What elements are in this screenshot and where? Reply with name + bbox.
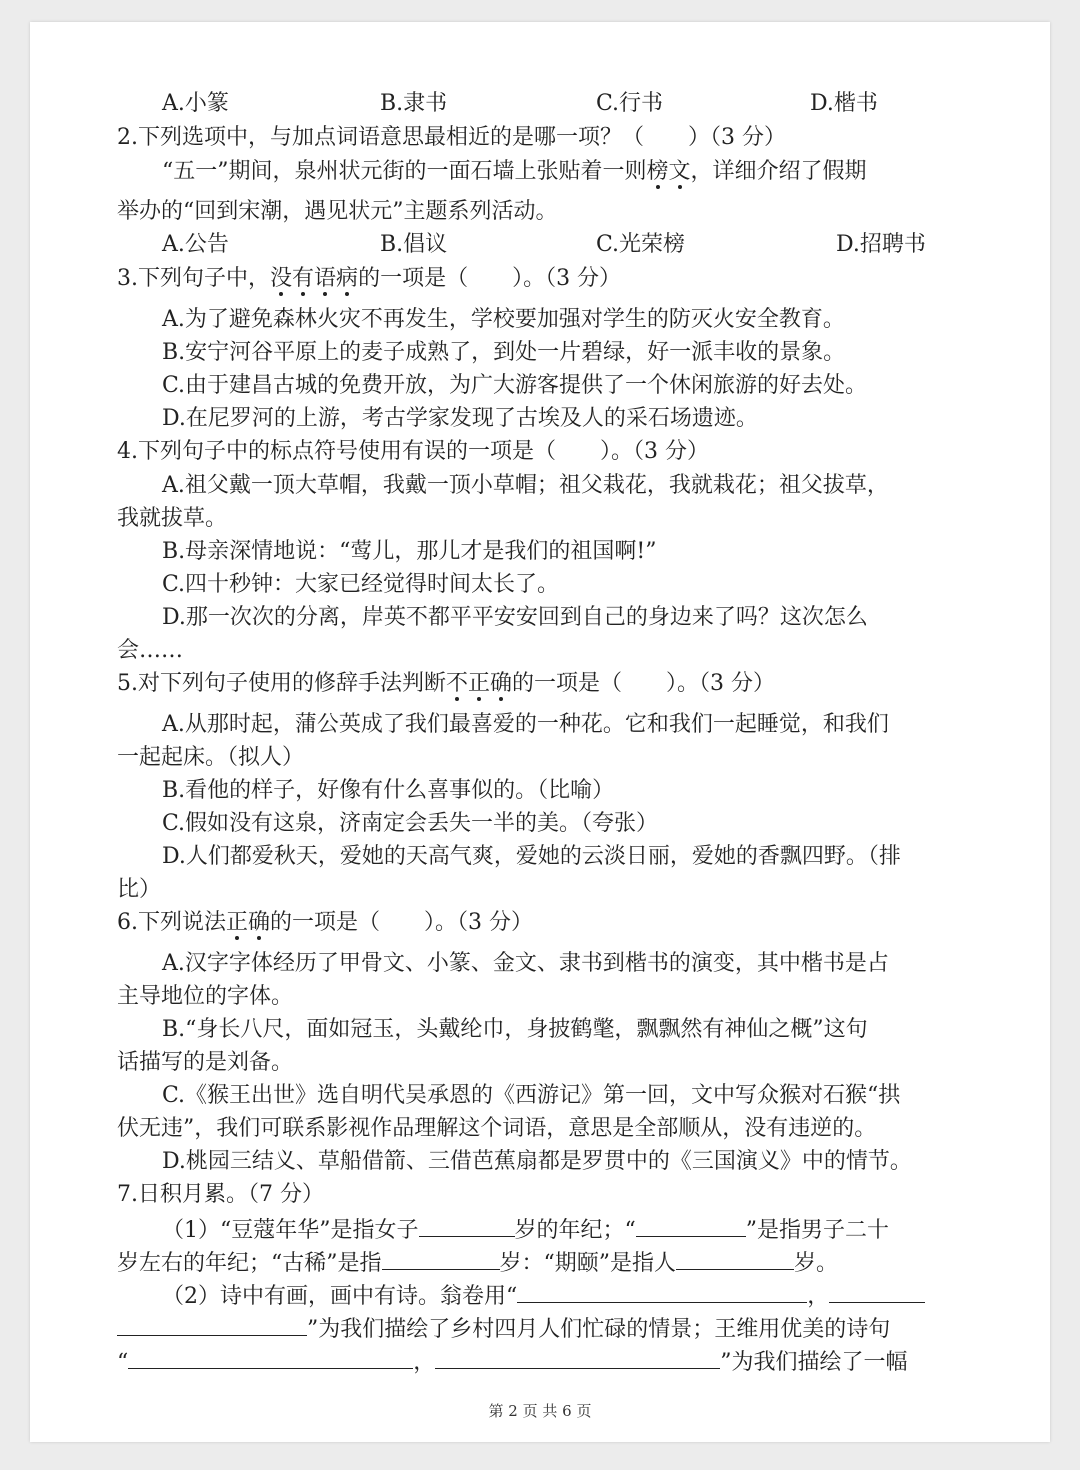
answer-blank[interactable] — [419, 1214, 515, 1237]
q1-option-a: A.小篆 — [162, 91, 229, 116]
q5-option-c: C.假如没有这泉，济南定会丢失一半的美。（夸张） — [162, 811, 659, 836]
q5-option-b: B.看他的样子，好像有什么喜事似的。（比喻） — [162, 778, 615, 803]
answer-blank[interactable] — [117, 1313, 307, 1336]
q3-option-d: D.在尼罗河的上游，考古学家发现了古埃及人的采石场遗迹。 — [162, 406, 758, 431]
q2-option-b: B.倡议 — [380, 232, 448, 257]
q5-title: 5.对下列句子使用的修辞手法判断不正确的一项是（ ）。（3 分） — [117, 671, 776, 696]
q6-option-b-line2: 话描写的是刘备。 — [117, 1050, 294, 1075]
q7-part1-line2: 岁左右的年纪；“古稀”是指 岁：“期颐”是指人 岁。 — [117, 1247, 838, 1279]
q6-option-c-line2: 伏无违”，我们可联系影视作品理解这个词语，意思是全部顺从，没有违逆的。 — [117, 1116, 877, 1141]
q4-option-c: C.四十秒钟：大家已经觉得时间太长了。 — [162, 572, 560, 597]
q7-title: 7.日积月累。（7 分） — [117, 1182, 324, 1207]
answer-blank[interactable] — [382, 1247, 500, 1270]
q1-option-b: B.隶书 — [380, 91, 448, 116]
q2-dotted-char-1: 榜 — [646, 159, 669, 184]
q4-option-d-line2: 会…… — [117, 638, 184, 663]
q6-option-a-line1: A.汉字字体经历了甲骨文、小篆、金文、隶书到楷书的演变，其中楷书是占 — [162, 951, 889, 976]
q5-option-a-line1: A.从那时起，蒲公英成了我们最喜爱的一种花。它和我们一起睡觉，和我们 — [162, 712, 889, 737]
q7-part2-line2: ”为我们描绘了乡村四月人们忙碌的情景；王维用优美的诗句 — [117, 1313, 890, 1345]
q6-title: 6.下列说法正确的一项是（ ）。（3 分） — [117, 910, 534, 935]
q4-option-a-line2: 我就拔草。 — [117, 506, 228, 531]
q1-option-d: D.楷书 — [810, 91, 878, 116]
q2-dotted-char-2: 文 — [668, 159, 691, 184]
q6-option-a-line2: 主导地位的字体。 — [117, 984, 294, 1009]
q2-title: 2.下列选项中，与加点词语意思最相近的是哪一项？（ ）（3 分） — [117, 125, 786, 150]
answer-blank[interactable] — [676, 1247, 794, 1270]
answer-blank[interactable] — [435, 1346, 720, 1369]
q2-passage-line2: 举办的“回到宋潮，遇见状元”主题系列活动。 — [117, 199, 558, 224]
answer-blank[interactable] — [517, 1280, 807, 1303]
q2-option-a: A.公告 — [162, 232, 229, 257]
q3-option-b: B.安宁河谷平原上的麦子成熟了，到处一片碧绿，好一派丰收的景象。 — [162, 340, 846, 365]
q3-title: 3.下列句子中，没有语病的一项是（ ）。（3 分） — [117, 266, 622, 291]
q6-option-b-line1: B.“身长八尺，面如冠玉，头戴纶巾，身披鹤氅，飘飘然有神仙之概”这句 — [162, 1017, 868, 1042]
q6-option-d: D.桃园三结义、草船借箭、三借芭蕉扇都是罗贯中的《三国演义》中的情节。 — [162, 1149, 912, 1174]
q7-part2-line3: “ ， ”为我们描绘了一幅 — [117, 1346, 908, 1378]
q4-title: 4.下列句子中的标点符号使用有误的一项是（ ）。（3 分） — [117, 439, 709, 464]
q5-option-d-line1: D.人们都爱秋天，爱她的天高气爽，爱她的云淡日丽，爱她的香飘四野。（排 — [162, 844, 901, 869]
q2-option-d: D.招聘书 — [836, 232, 926, 257]
q3-option-c: C.由于建昌古城的免费开放，为广大游客提供了一个休闲旅游的好去处。 — [162, 373, 868, 398]
q5-option-d-line2: 比） — [117, 877, 162, 902]
q4-option-d-line1: D.那一次次的分离，岸英不都平平安安回到自己的身边来了吗？这次怎么 — [162, 605, 868, 630]
page-footer: 第 2 页 共 6 页 — [488, 1402, 592, 1420]
q7-part2-line1: （2）诗中有画，画中有诗。翁卷用“ ， — [162, 1280, 925, 1312]
q4-option-b: B.母亲深情地说：“莺儿，那儿才是我们的祖国啊!” — [162, 539, 657, 564]
q5-option-a-line2: 一起起床。（拟人） — [117, 745, 305, 770]
answer-blank[interactable] — [128, 1346, 413, 1369]
q2-option-c: C.光荣榜 — [596, 232, 686, 257]
q2-passage-line1: “五一”期间，泉州状元街的一面石墙上张贴着一则榜文，详细介绍了假期 — [162, 159, 867, 184]
q7-part1-line1: （1）“豆蔻年华”是指女子 岁的年纪；“ ”是指男子二十 — [162, 1214, 889, 1246]
answer-blank[interactable] — [829, 1280, 925, 1303]
q4-option-a-line1: A.祖父戴一顶大草帽，我戴一顶小草帽；祖父栽花，我就栽花；祖父拔草， — [162, 473, 889, 498]
q3-option-a: A.为了避免森林火灾不再发生，学校要加强对学生的防灭火安全教育。 — [162, 307, 845, 332]
q6-option-c-line1: C.《猴王出世》选自明代吴承恩的《西游记》第一回，文中写众猴对石猴“拱 — [162, 1083, 901, 1108]
answer-blank[interactable] — [636, 1214, 746, 1237]
q1-option-c: C.行书 — [596, 91, 664, 116]
